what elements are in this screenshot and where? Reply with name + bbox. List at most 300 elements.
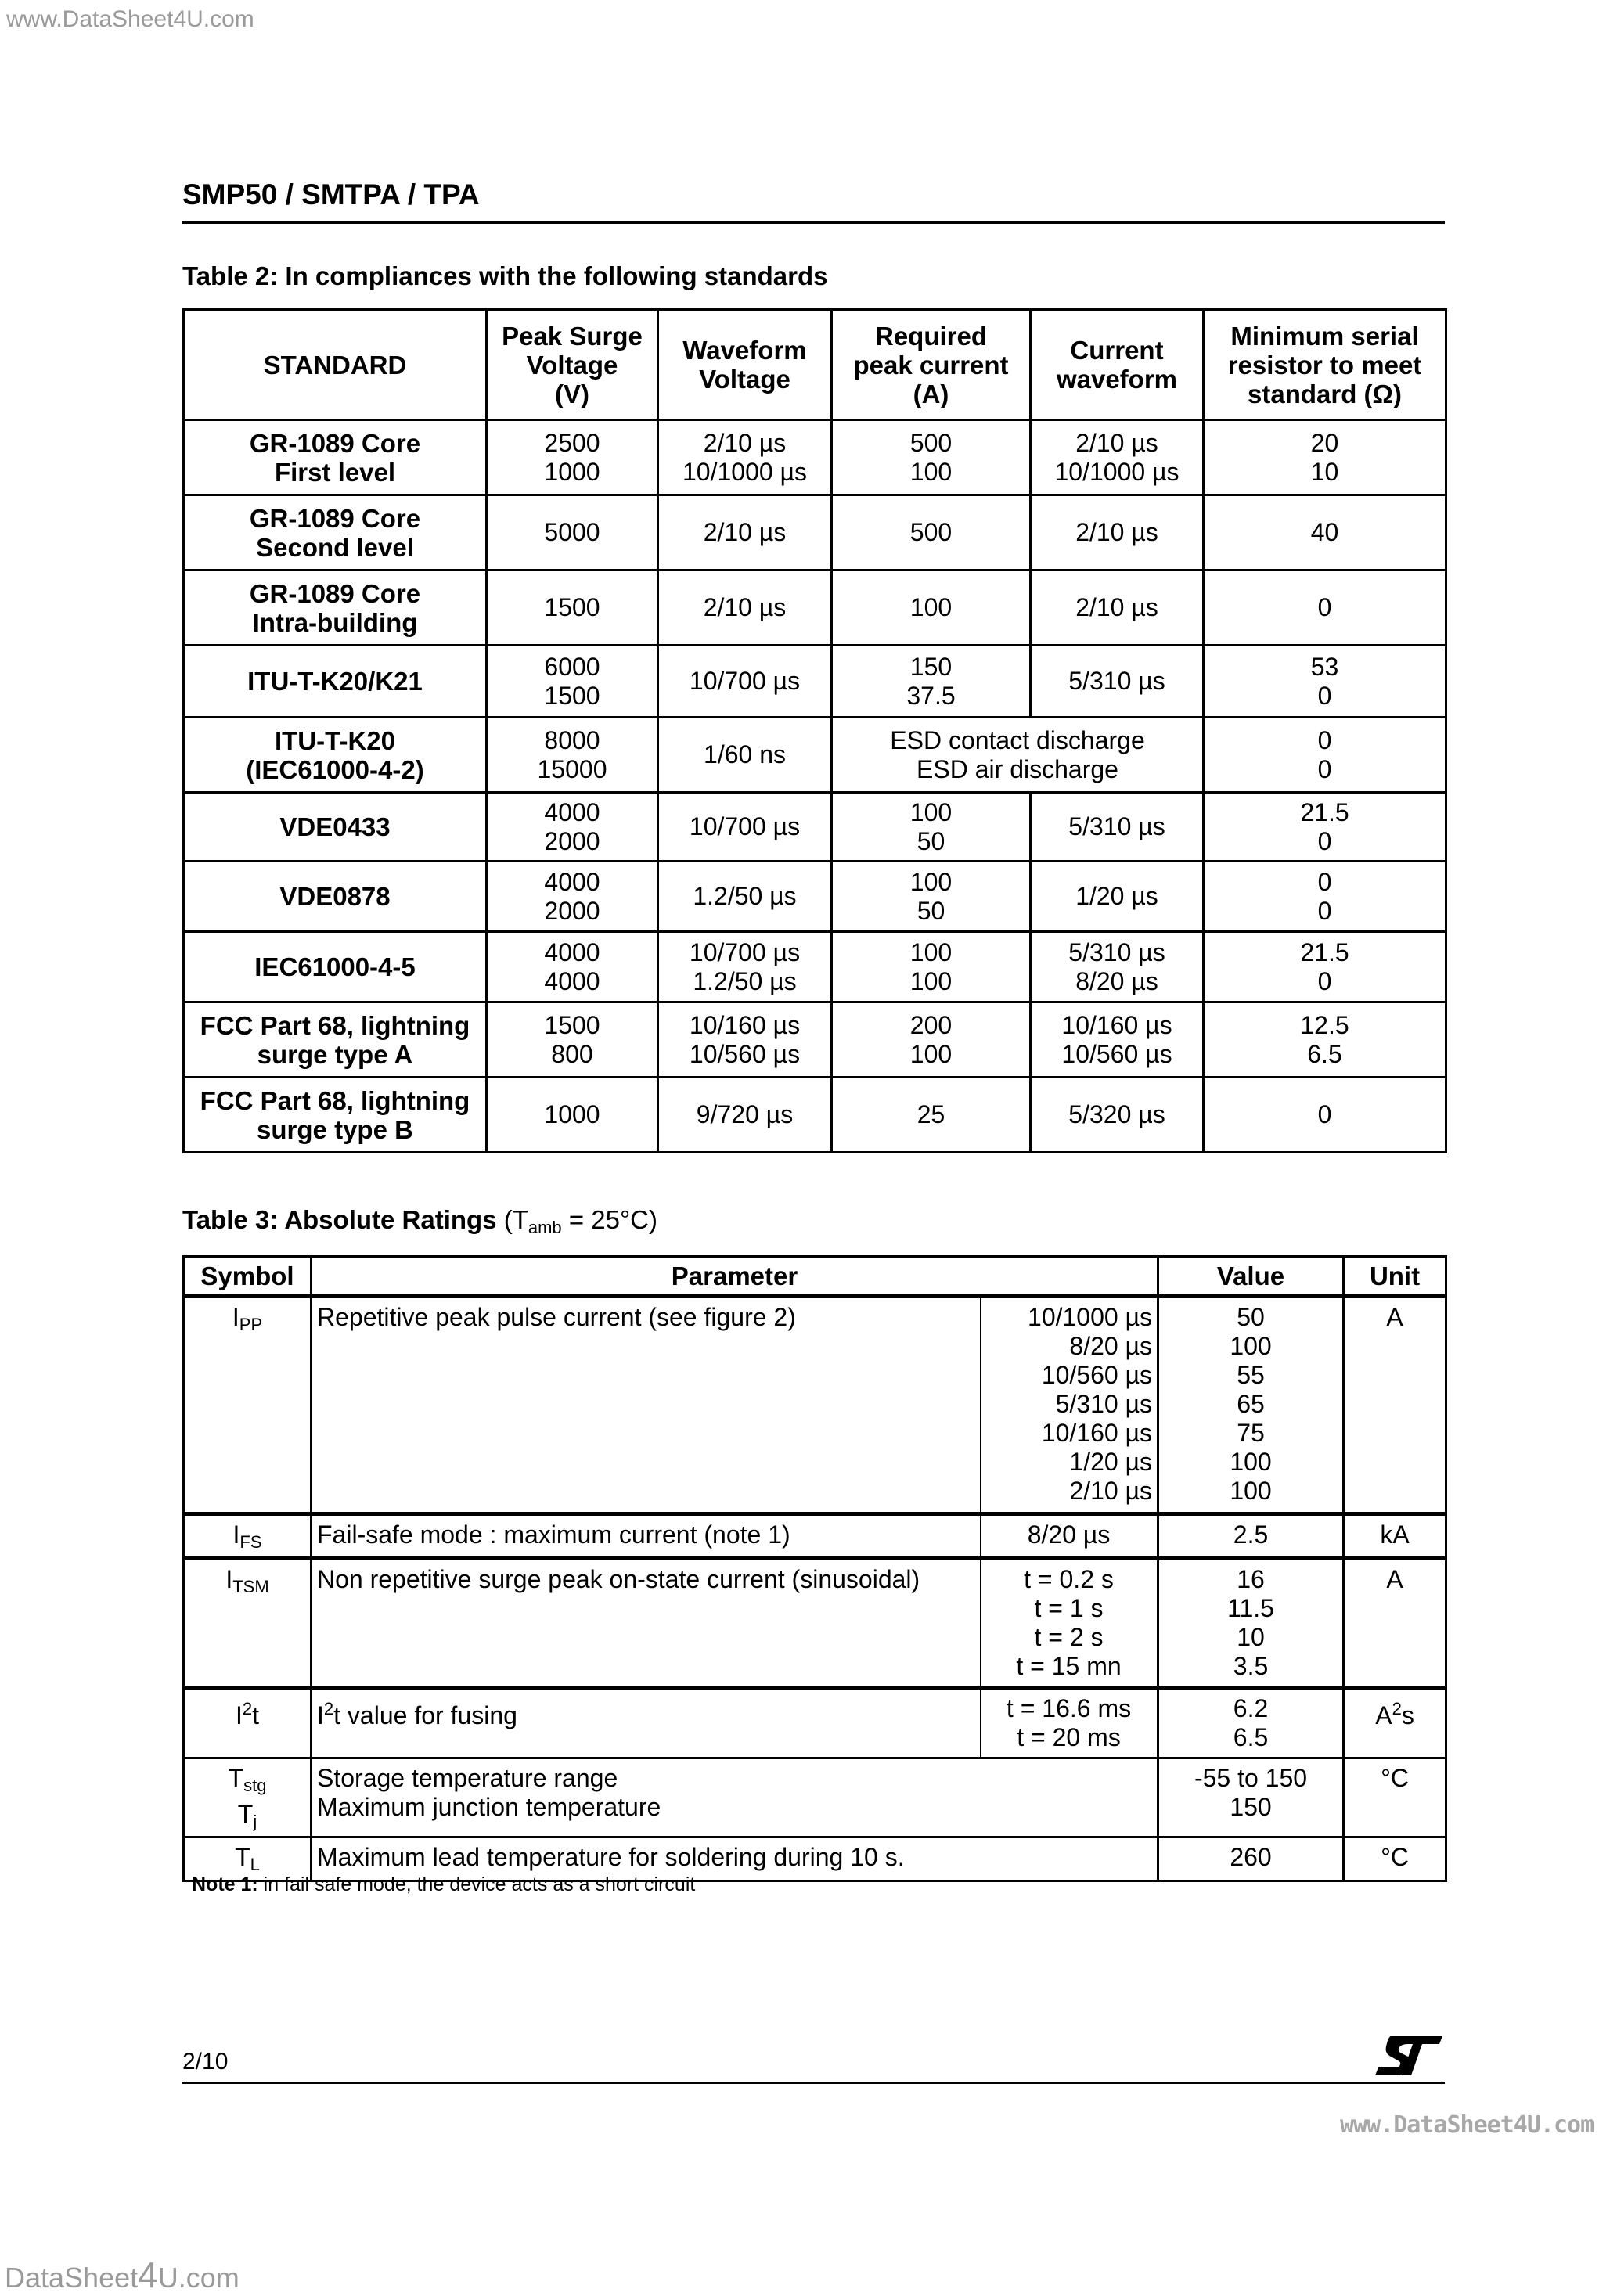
cell-line: 4000 <box>544 937 600 966</box>
text: °C <box>1381 1843 1409 1871</box>
cell-line: 10/1000 µs <box>682 457 807 486</box>
cell-line: 2000 <box>544 896 600 925</box>
peak-current-cell <box>832 646 1031 718</box>
text: I <box>232 1303 239 1331</box>
cell-line: 10/160 µs <box>1061 1010 1172 1039</box>
cell-line: t = 2 s <box>1034 1623 1104 1651</box>
symbol-line <box>189 1764 305 1800</box>
parameter-cell <box>312 1758 1158 1837</box>
cell-line: Second level <box>256 532 414 562</box>
waveform-voltage-cell <box>658 718 832 793</box>
min-resistor-cell <box>1204 495 1446 570</box>
cell-line: 5/320 µs <box>1068 1100 1165 1128</box>
current-waveform-cell <box>1031 495 1204 570</box>
text: t value for fusing <box>333 1701 517 1729</box>
caption-cond-sub: amb <box>528 1218 562 1237</box>
value-cell <box>1158 1297 1344 1514</box>
cell-line: t = 16.6 ms <box>1006 1694 1132 1722</box>
cell-line: 10/700 µs <box>689 667 801 695</box>
cell-line: 10/560 µs <box>689 1039 801 1068</box>
cell-line: -55 to 150 <box>1194 1764 1308 1792</box>
cell-line: Current <box>1070 336 1164 365</box>
cell-line: 1/60 ns <box>704 740 786 768</box>
cell-line: IEC61000-4-5 <box>254 952 416 981</box>
cell-line: 500 <box>909 518 953 546</box>
cell-line: FCC Part 68, lightning <box>200 1085 470 1115</box>
peak-current-cell <box>832 862 1031 932</box>
cell-line: 6.5 <box>1307 1039 1342 1068</box>
condition-cell <box>981 1514 1158 1559</box>
parameter-line <box>317 1793 1152 1822</box>
cell-line: 10/560 µs <box>1061 1039 1172 1068</box>
cell-line: 2/10 µs <box>1075 428 1158 457</box>
superscript: 2 <box>1392 1699 1402 1718</box>
peak-voltage-cell <box>487 646 658 718</box>
cell-line: 20 <box>1310 428 1339 457</box>
condition-cell <box>981 1688 1158 1758</box>
value-cell <box>1158 1758 1344 1837</box>
value-cell <box>1158 1514 1344 1559</box>
condition-cell <box>981 1297 1158 1514</box>
cell-line: 2000 <box>544 826 600 855</box>
cell-line: 800 <box>551 1039 593 1068</box>
min-resistor-cell <box>1204 862 1446 932</box>
current-waveform-cell <box>1031 1002 1204 1078</box>
table-header-row <box>184 310 1446 420</box>
symbol-line <box>189 1800 305 1836</box>
table-row <box>184 862 1446 932</box>
waveform-voltage-cell <box>658 793 832 862</box>
cell-line: 0 <box>1317 896 1332 925</box>
watermark-bottom-right[interactable]: www.DataSheet4U.com <box>1340 2111 1594 2139</box>
cell-line: 150 <box>1230 1793 1272 1821</box>
peak-voltage-cell <box>487 495 658 570</box>
min-resistor-cell <box>1204 420 1446 495</box>
cell-line: 2/10 µs <box>703 428 787 457</box>
waveform-voltage-cell <box>658 495 832 570</box>
header-required-peak-current <box>832 310 1031 420</box>
cell-line: GR-1089 Core <box>249 578 421 608</box>
cell-line: 50 <box>1237 1303 1265 1331</box>
standard-cell <box>184 1002 487 1078</box>
parameter-cell <box>312 1688 981 1758</box>
cell-line: surge type A <box>257 1039 413 1069</box>
peak-current-cell <box>832 1002 1031 1078</box>
cell-line: 12.5 <box>1300 1010 1349 1039</box>
subscript: PP <box>239 1315 263 1334</box>
text: Storage temperature range <box>317 1764 618 1792</box>
cell-line: waveform <box>1056 365 1178 394</box>
header-min-serial-resistor <box>1204 310 1446 420</box>
cell-line: 21.5 <box>1300 937 1349 966</box>
value-cell <box>1158 1688 1344 1758</box>
symbol-cell <box>184 1297 312 1514</box>
cell-line: 1.2/50 µs <box>693 966 797 995</box>
footer-rule <box>182 2082 1445 2084</box>
text: Maximum lead temperature for soldering during 10 s. <box>317 1843 905 1871</box>
cell-line: 10/700 µs <box>689 937 801 966</box>
waveform-voltage-cell <box>658 862 832 932</box>
cell-line: 2/10 µs <box>1069 1477 1153 1505</box>
cell-line: 10/1000 µs <box>1054 457 1179 486</box>
text: I <box>225 1565 233 1593</box>
peak-voltage-cell <box>487 862 658 932</box>
cell-line: 50 <box>917 826 945 855</box>
cell-line: 0 <box>1317 826 1332 855</box>
peak-current-cell <box>832 420 1031 495</box>
cell-line: 5/310 µs <box>1068 937 1165 966</box>
cell-line: 100 <box>909 593 953 621</box>
cell-line: 0 <box>1317 1100 1332 1128</box>
cell-line: 0 <box>1317 754 1332 783</box>
cell-line: FCC Part 68, lightning <box>200 1010 470 1040</box>
peak-voltage-cell <box>487 932 658 1002</box>
cell-line: 0 <box>1317 867 1332 896</box>
text: A <box>1386 1565 1403 1593</box>
cell-line: ESD air discharge <box>917 754 1118 783</box>
symbol-cell <box>184 1559 312 1688</box>
note-label: Note 1: <box>192 1873 258 1895</box>
cell-line: 65 <box>1237 1390 1265 1418</box>
standard-cell <box>184 793 487 862</box>
cell-line: peak current <box>853 350 1009 380</box>
cell-line: 6.5 <box>1233 1723 1269 1751</box>
peak-current-cell <box>832 495 1031 570</box>
table-row <box>184 793 1446 862</box>
cell-line: VDE0433 <box>279 812 391 841</box>
subscript: L <box>250 1855 260 1874</box>
cell-line: 5/310 µs <box>1068 667 1165 695</box>
header-waveform-voltage <box>658 310 832 420</box>
table-row <box>184 1758 1446 1837</box>
standard-cell <box>184 932 487 1002</box>
wm-text: DataSheet <box>5 2262 139 2294</box>
cell-line: Intra-building <box>252 607 418 637</box>
parameter-line <box>317 1565 975 1594</box>
parameter-cell <box>312 1559 981 1688</box>
page-number: 2/10 <box>182 2049 229 2075</box>
cell-line: 2/10 µs <box>703 518 787 546</box>
parameter-line <box>317 1694 975 1730</box>
table-row <box>184 570 1446 646</box>
cell-line: 100 <box>909 867 953 896</box>
waveform-voltage-cell <box>658 420 832 495</box>
table-row <box>184 1514 1446 1559</box>
cell-line: 10/160 µs <box>689 1010 801 1039</box>
standard-cell <box>184 862 487 932</box>
parameter-line <box>317 1520 975 1549</box>
waveform-voltage-cell <box>658 1002 832 1078</box>
superscript: 2 <box>242 1699 253 1718</box>
cell-line: 4000 <box>544 797 600 826</box>
cell-line: 2/10 µs <box>1075 518 1158 546</box>
header-value: Value <box>1158 1257 1344 1297</box>
unit-cell <box>1344 1837 1446 1881</box>
cell-line: ITU-T-K20/K21 <box>247 667 423 696</box>
table-row <box>184 1297 1446 1514</box>
cell-line: 5/310 µs <box>1055 1390 1153 1418</box>
symbol-cell <box>184 1688 312 1758</box>
unit-cell <box>1344 1297 1446 1514</box>
cell-line: Voltage <box>526 350 618 380</box>
peak-voltage-cell <box>487 1078 658 1153</box>
cell-line: 6.2 <box>1233 1694 1269 1722</box>
header-unit: Unit <box>1344 1257 1446 1297</box>
cell-line: 200 <box>909 1010 953 1039</box>
cell-line: Peak Surge <box>502 321 643 351</box>
cell-line: (A) <box>913 379 949 408</box>
cell-line: 500 <box>909 428 953 457</box>
symbol-line <box>189 1303 305 1339</box>
condition-cell <box>981 1559 1158 1688</box>
subscript: j <box>253 1812 257 1831</box>
header-standard <box>184 310 487 420</box>
table2-caption: Table 2: In compliances with the following standards <box>182 261 828 290</box>
standard-cell <box>184 1078 487 1153</box>
text: T <box>235 1843 250 1871</box>
cell-line: 21.5 <box>1300 797 1349 826</box>
cell-line: 8/20 µs <box>1075 966 1158 995</box>
caption-cond-text: (T <box>503 1205 528 1234</box>
cell-line: 150 <box>909 652 953 681</box>
cell-line: 100 <box>909 1039 953 1068</box>
cell-line: 100 <box>1230 1477 1272 1505</box>
cell-line: 50 <box>917 896 945 925</box>
absolute-ratings-table <box>182 1255 1447 1882</box>
cell-line: GR-1089 Core <box>249 503 421 533</box>
unit-cell <box>1344 1758 1446 1837</box>
cell-line: 5/310 µs <box>1068 812 1165 840</box>
cell-line: 1500 <box>544 681 600 710</box>
parameter-line <box>317 1303 975 1332</box>
cell-line: 0 <box>1317 966 1332 995</box>
cell-line: 10/560 µs <box>1041 1361 1153 1389</box>
min-resistor-cell <box>1204 646 1446 718</box>
text: I <box>235 1701 243 1729</box>
cell-line: GR-1089 Core <box>249 428 421 458</box>
unit-cell <box>1344 1514 1446 1559</box>
superscript: 2 <box>323 1699 334 1718</box>
min-resistor-cell <box>1204 793 1446 862</box>
parameter-line <box>317 1843 1152 1872</box>
text: A <box>1375 1701 1392 1729</box>
cell-line: t = 15 mn <box>1016 1652 1122 1680</box>
cell-line: 2.5 <box>1233 1520 1269 1549</box>
current-waveform-cell <box>1031 570 1204 646</box>
value-cell <box>1158 1559 1344 1688</box>
peak-current-cell <box>832 570 1031 646</box>
caption-cond-text2: = 25°C) <box>561 1205 658 1234</box>
symbol-cell <box>184 1514 312 1559</box>
wm-text: 4 <box>138 2255 158 2295</box>
text: T <box>228 1764 244 1792</box>
cell-line: 100 <box>1230 1332 1272 1360</box>
cell-line: 10 <box>1237 1623 1265 1651</box>
cell-line: 10/160 µs <box>1041 1419 1153 1447</box>
cell-line: Minimum serial <box>1230 321 1419 351</box>
cell-line: 2/10 µs <box>1075 593 1158 621</box>
symbol-cell <box>184 1758 312 1837</box>
table-row <box>184 718 1446 793</box>
cell-line: 0 <box>1317 593 1332 621</box>
wm-text: U.com <box>157 2262 239 2294</box>
cell-line: t = 0.2 s <box>1024 1565 1114 1593</box>
text: Repetitive peak pulse current (see figure 2) <box>317 1303 796 1331</box>
table-row <box>184 1078 1446 1153</box>
cell-line: 1.2/50 µs <box>693 882 797 910</box>
table-row <box>184 1559 1446 1688</box>
cell-line: Voltage <box>699 365 790 394</box>
current-waveform-cell <box>1031 420 1204 495</box>
caption-title: Table 3: Absolute Ratings <box>182 1205 497 1234</box>
subscript: TSM <box>232 1577 269 1596</box>
current-waveform-cell <box>1031 1078 1204 1153</box>
peak-current-cell <box>832 1078 1031 1153</box>
cell-line: 55 <box>1237 1361 1265 1389</box>
cell-line: Waveform <box>682 336 807 365</box>
standard-cell <box>184 495 487 570</box>
parameter-line <box>317 1764 1152 1793</box>
cell-line: 2500 <box>544 428 600 457</box>
st-logo-icon <box>1374 2033 1444 2078</box>
text: Maximum junction temperature <box>317 1793 661 1821</box>
table-row <box>184 495 1446 570</box>
text: s <box>1401 1701 1414 1729</box>
symbol-line <box>189 1694 305 1730</box>
cell-line: 11.5 <box>1227 1594 1274 1622</box>
peak-voltage-cell <box>487 718 658 793</box>
peak-voltage-cell <box>487 420 658 495</box>
cell-line: (IEC61000-4-2) <box>246 754 424 784</box>
min-resistor-cell <box>1204 1002 1446 1078</box>
header-current-waveform <box>1031 310 1204 420</box>
cell-line: 8000 <box>544 725 600 754</box>
cell-line: Required <box>874 321 988 351</box>
current-waveform-cell <box>1031 646 1204 718</box>
cell-line: 0 <box>1317 681 1332 710</box>
waveform-voltage-cell <box>658 570 832 646</box>
cell-line: 2/10 µs <box>703 593 787 621</box>
text: A <box>1386 1303 1403 1331</box>
cell-line: 6000 <box>544 652 600 681</box>
waveform-voltage-cell <box>658 646 832 718</box>
text: I <box>232 1520 240 1549</box>
table-header-row <box>184 1257 1446 1297</box>
cell-line: 100 <box>909 966 953 995</box>
unit-cell <box>1344 1559 1446 1688</box>
cell-line: surge type B <box>257 1114 413 1144</box>
cell-line: 1500 <box>544 593 600 621</box>
text: I <box>317 1701 324 1729</box>
cell-line: STANDARD <box>263 350 407 380</box>
cell-line: 100 <box>909 797 953 826</box>
header-rule <box>182 221 1445 224</box>
cell-line: (V) <box>555 379 589 408</box>
cell-line: 4000 <box>544 966 600 995</box>
peak-voltage-cell <box>487 1002 658 1078</box>
table3-caption <box>182 1205 657 1238</box>
parameter-cell <box>312 1297 981 1514</box>
table-row <box>184 420 1446 495</box>
cell-line: 10 <box>1310 457 1339 486</box>
cell-line: 4000 <box>544 867 600 896</box>
standard-cell <box>184 570 487 646</box>
min-resistor-cell <box>1204 718 1446 793</box>
unit-cell <box>1344 1688 1446 1758</box>
text: t <box>252 1701 260 1729</box>
cell-line: 9/720 µs <box>696 1100 794 1128</box>
cell-line: 15000 <box>537 754 607 783</box>
peak-current-cell <box>832 793 1031 862</box>
watermark-top[interactable]: www.DataSheet4U.com <box>6 6 254 32</box>
subscript: FS <box>239 1532 262 1552</box>
peak-voltage-cell <box>487 793 658 862</box>
standard-cell <box>184 646 487 718</box>
peak-voltage-cell <box>487 570 658 646</box>
esd-discharge-cell <box>832 718 1204 793</box>
table-row <box>184 1688 1446 1758</box>
cell-line: 8/20 µs <box>1027 1520 1111 1549</box>
standard-cell <box>184 420 487 495</box>
table-row <box>184 646 1446 718</box>
text: Fail-safe mode : maximum current (note 1) <box>317 1520 790 1549</box>
standard-cell <box>184 718 487 793</box>
cell-line: 10/1000 µs <box>1028 1303 1153 1331</box>
cell-line: 10/700 µs <box>689 812 801 840</box>
cell-line: 1500 <box>544 1010 600 1039</box>
current-waveform-cell <box>1031 862 1204 932</box>
cell-line: 0 <box>1317 725 1332 754</box>
note-text: in fail safe mode, the device acts as a short circuit <box>257 1873 696 1895</box>
cell-line: 1/20 µs <box>1075 882 1158 910</box>
table-row <box>184 932 1446 1002</box>
min-resistor-cell <box>1204 570 1446 646</box>
cell-line: 1000 <box>544 457 600 486</box>
cell-line: t = 1 s <box>1034 1594 1104 1622</box>
watermark-bottom-left[interactable] <box>5 2254 239 2296</box>
cell-line: 8/20 µs <box>1069 1332 1153 1360</box>
text: °C <box>1381 1764 1409 1792</box>
cell-line: First level <box>274 457 396 487</box>
cell-line: standard (Ω) <box>1248 379 1402 408</box>
cell-line: 37.5 <box>906 681 956 710</box>
standards-table <box>182 308 1447 1153</box>
parameter-cell <box>312 1514 981 1559</box>
cell-line: 100 <box>1230 1448 1272 1476</box>
cell-line: 5000 <box>544 518 600 546</box>
min-resistor-cell <box>1204 1078 1446 1153</box>
document-title: SMP50 / SMTPA / TPA <box>182 178 480 211</box>
table-note <box>192 1873 695 1896</box>
cell-line: resistor to meet <box>1227 350 1422 380</box>
header-parameter: Parameter <box>312 1257 1158 1297</box>
text: kA <box>1380 1520 1410 1549</box>
cell-line: 260 <box>1230 1843 1272 1871</box>
min-resistor-cell <box>1204 932 1446 1002</box>
header-symbol: Symbol <box>184 1257 312 1297</box>
symbol-line <box>189 1520 305 1556</box>
cell-line: 16 <box>1237 1565 1265 1593</box>
cell-line: ITU-T-K20 <box>274 725 395 755</box>
cell-line: 25 <box>917 1100 945 1128</box>
cell-line: ESD contact discharge <box>890 725 1145 754</box>
cell-line: 75 <box>1237 1419 1265 1447</box>
peak-current-cell <box>832 932 1031 1002</box>
cell-line: VDE0878 <box>279 882 391 911</box>
cell-line: 40 <box>1310 518 1339 546</box>
cell-line: t = 20 ms <box>1017 1723 1121 1751</box>
value-cell <box>1158 1837 1344 1881</box>
